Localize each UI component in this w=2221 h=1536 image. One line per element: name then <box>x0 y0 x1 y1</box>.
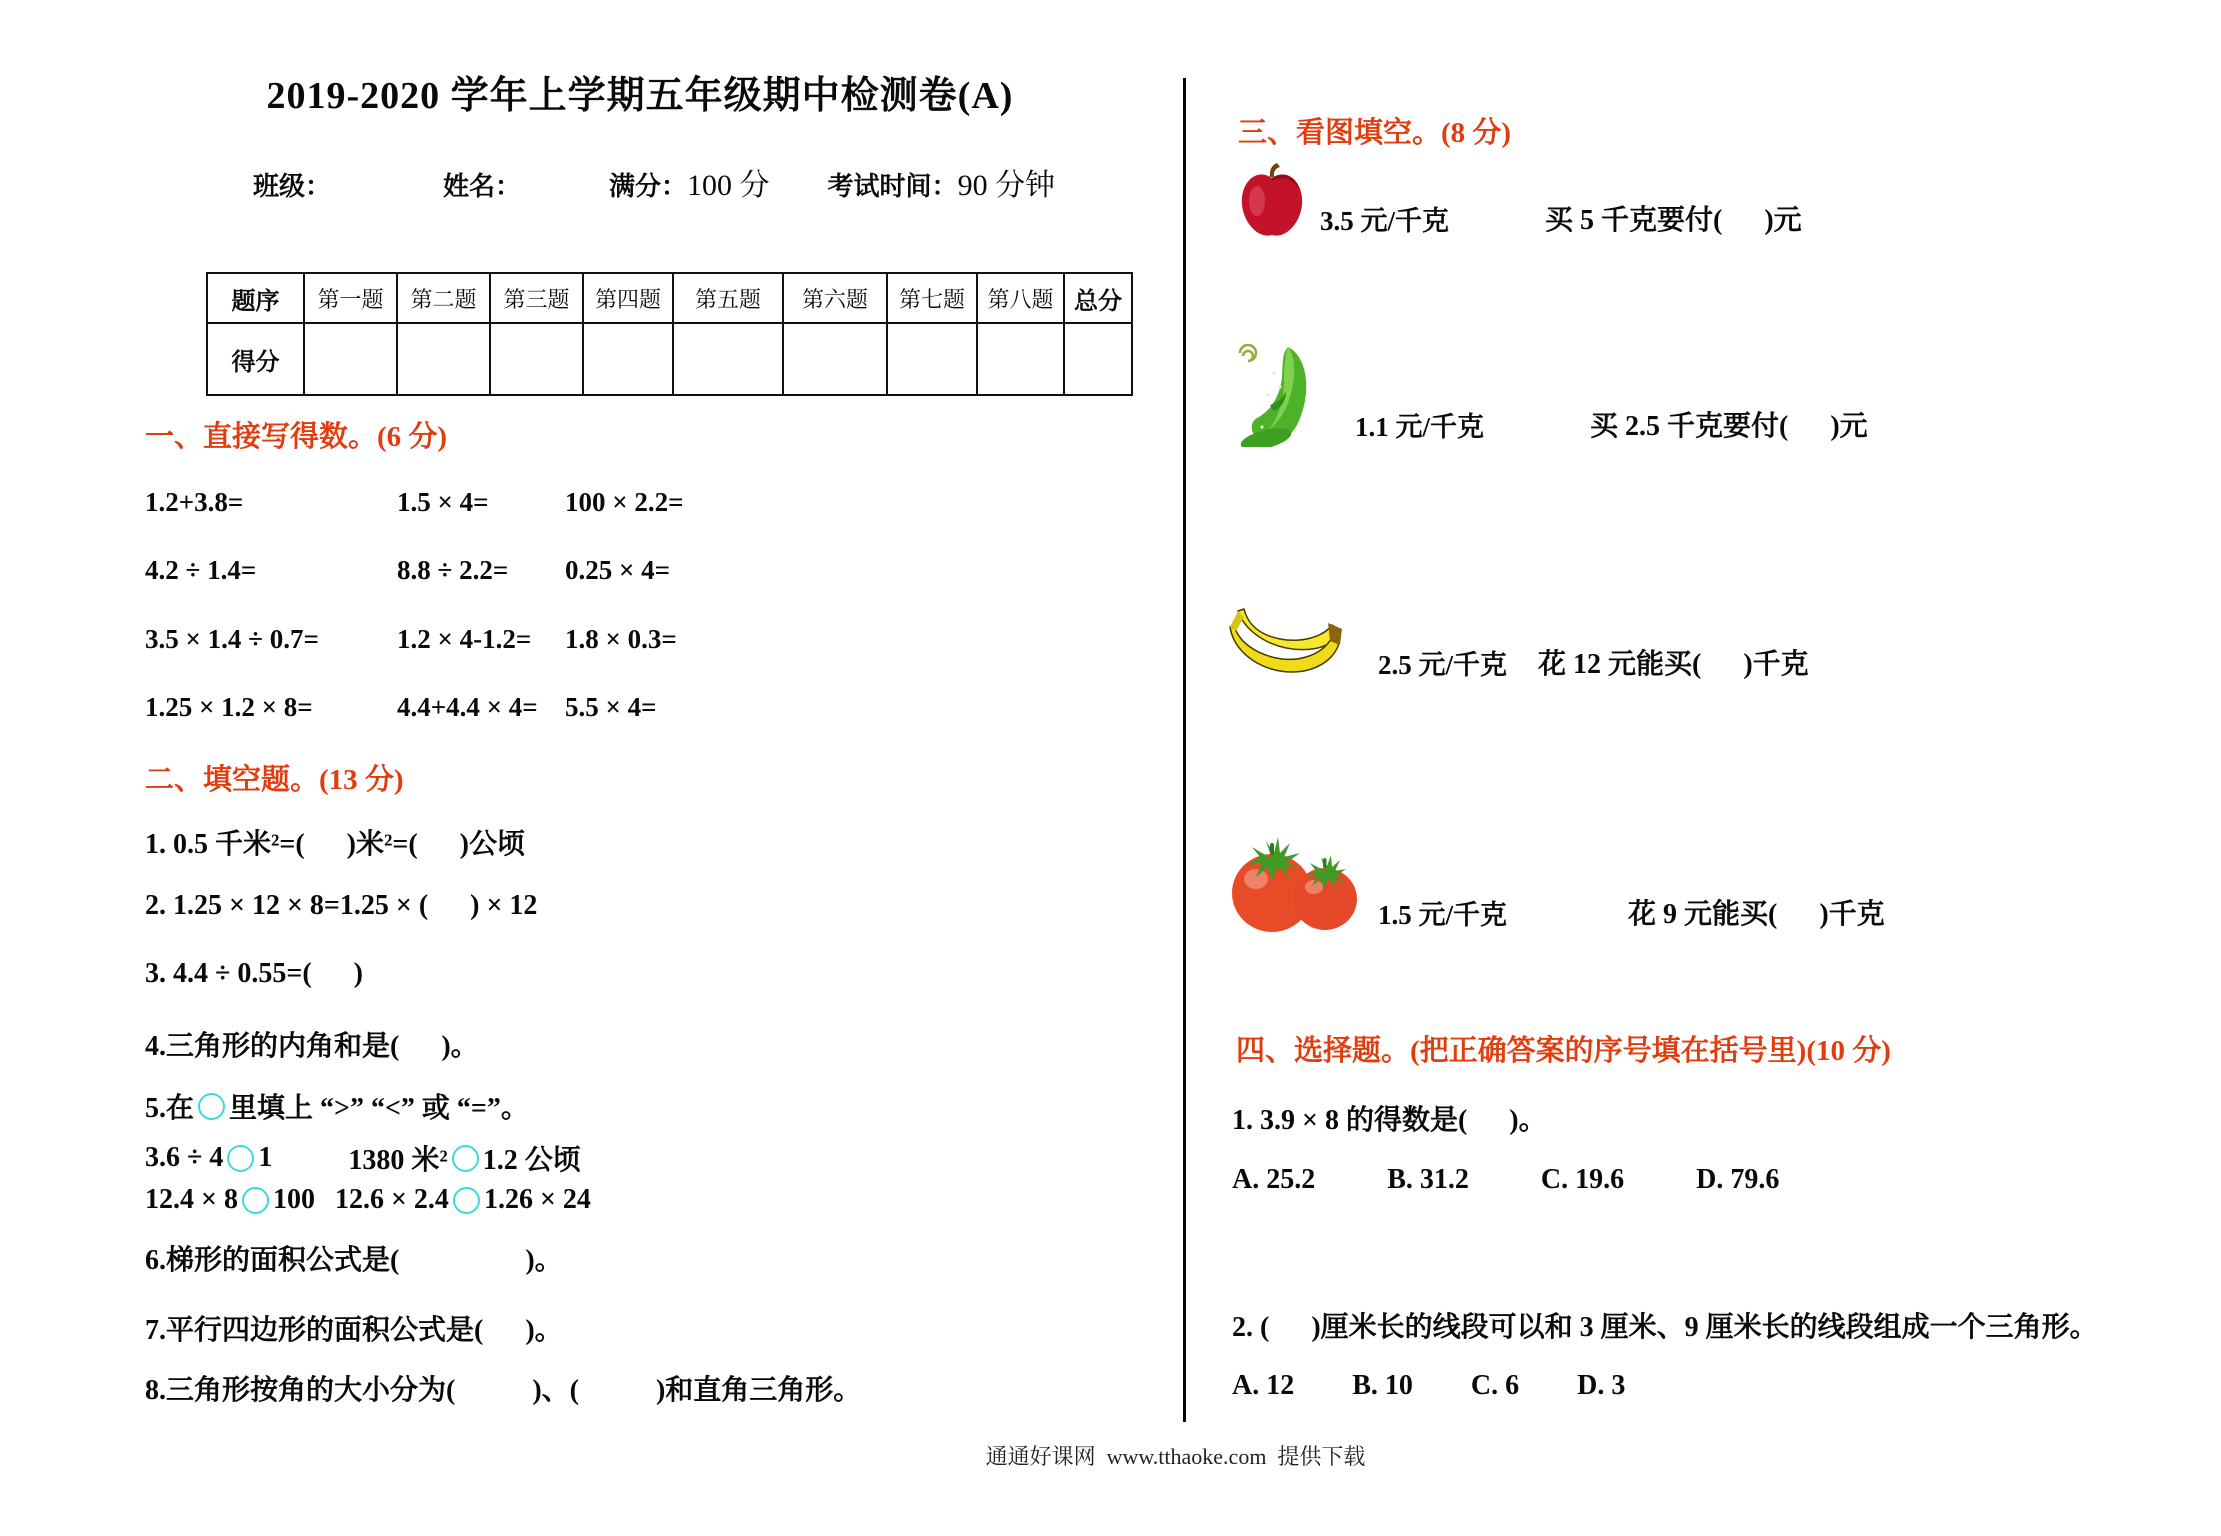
section4-heading: 四、选择题。(把正确答案的序号填在括号里)(10 分) <box>1236 1035 1891 1067</box>
section2-heading: 二、填空题。(13 分) <box>145 764 404 796</box>
comparison-expression: 1 <box>258 1142 273 1173</box>
price-text: 1.5 元/千克 <box>1378 900 1508 930</box>
exam-time-value: 90 分钟 <box>957 169 1056 202</box>
score-cell <box>887 323 977 395</box>
class-label: 班级： <box>253 172 332 201</box>
full-score-value: 100 分 <box>687 169 770 202</box>
calc-row <box>145 624 865 655</box>
price-text: 1.1 元/千克 <box>1355 412 1485 442</box>
question-text: 花 9 元能买( )千克 <box>1628 899 1885 930</box>
option-b: B. 10 <box>1352 1370 1413 1401</box>
option-a: A. 12 <box>1232 1370 1295 1401</box>
comparison-circle-icon <box>453 1187 480 1214</box>
option-c: C. 19.6 <box>1540 1164 1625 1195</box>
comparison-circle-icon <box>227 1145 254 1172</box>
price-text: 2.5 元/千克 <box>1378 650 1508 680</box>
comparison-circle-icon <box>242 1187 269 1214</box>
option-a: A. 25.2 <box>1232 1164 1316 1195</box>
fruit-row-banana <box>1222 600 2182 690</box>
fill-item-4: 4.三角形的内角和是( )。 <box>145 1031 479 1062</box>
comparison-line-1 <box>145 1138 581 1178</box>
score-table-header: 第五题 <box>673 273 783 323</box>
cucumber-image <box>1226 343 1338 452</box>
fill-item-3: 3. 4.4 ÷ 0.55=( ) <box>145 958 363 989</box>
score-table-header: 第一题 <box>304 273 397 323</box>
choice-question-2: 2. ( )厘米长的线段可以和 3 厘米、9 厘米长的线段组成一个三角形。 <box>1232 1312 2098 1343</box>
choice-question-1: 1. 3.9 × 8 的得数是( )。 <box>1232 1105 1547 1136</box>
score-table-header: 第八题 <box>977 273 1064 323</box>
question-text: 花 12 元能买( )千克 <box>1538 649 1809 680</box>
score-cell <box>673 323 783 395</box>
comparison-line-2 <box>145 1184 591 1216</box>
calc-cell: 100 × 2.2= <box>565 487 684 517</box>
fill-item-5-suffix: 里填上 “>” “<” 或 “=”。 <box>229 1093 529 1124</box>
score-row-label: 得分 <box>207 323 304 395</box>
comparison-expression: 1.2 公顷 <box>482 1145 581 1176</box>
full-score-label: 满分： <box>609 172 688 201</box>
section1-heading: 一、直接写得数。(6 分) <box>145 421 448 453</box>
score-table-corner: 题序 <box>207 273 304 323</box>
comparison-expression: 12.6 × 2.4 <box>334 1184 449 1215</box>
footer-text: 通通好课网 www.tthaoke.com 提供下载 <box>985 1444 1366 1469</box>
score-cell <box>490 323 583 395</box>
exam-time-label: 考试时间： <box>827 172 958 201</box>
tomato-image <box>1226 833 1360 940</box>
calc-row <box>145 487 865 518</box>
option-d: D. 79.6 <box>1696 1164 1780 1195</box>
question-text: 买 5 千克要付( )元 <box>1545 205 1802 236</box>
fruit-row-tomato <box>1222 838 2182 940</box>
comparison-expression: 1380 米² <box>348 1145 448 1176</box>
comparison-circle-icon <box>198 1093 225 1120</box>
calc-cell: 5.5 × 4= <box>565 692 657 722</box>
name-label: 姓名： <box>443 172 522 201</box>
fill-item-5-prefix: 5.在 <box>145 1093 195 1124</box>
calc-cell: 0.25 × 4= <box>565 555 671 585</box>
exam-info-line <box>253 160 1055 204</box>
banana-image <box>1222 597 1344 690</box>
column-divider <box>1183 78 1186 1422</box>
choice-question-2-options <box>1232 1370 1625 1402</box>
score-table-header-row <box>207 273 1132 323</box>
fill-item-8: 8.三角形按角的大小分为( )、( )和直角三角形。 <box>145 1375 862 1406</box>
score-table-header-total: 总分 <box>1064 273 1132 323</box>
choice-question-1-options <box>1232 1164 1779 1196</box>
score-cell <box>1064 323 1132 395</box>
fill-item-5 <box>145 1086 529 1126</box>
comparison-expression: 1.26 × 24 <box>483 1184 591 1215</box>
fill-item-7: 7.平行四边形的面积公式是( )。 <box>145 1315 563 1346</box>
score-table-header: 第六题 <box>783 273 887 323</box>
fruit-row-cucumber <box>1222 348 2182 452</box>
question-text: 买 2.5 千克要付( )元 <box>1590 411 1868 442</box>
score-table <box>206 272 1133 396</box>
fill-item-2: 2. 1.25 × 12 × 8=1.25 × ( ) × 12 <box>145 890 538 921</box>
fill-item-6: 6.梯形的面积公式是( )。 <box>145 1245 563 1276</box>
calc-cell: 4.4+4.4 × 4= <box>397 692 538 722</box>
calc-row <box>145 692 865 723</box>
calc-cell: 1.8 × 0.3= <box>565 624 677 654</box>
calc-cell: 1.2 × 4-1.2= <box>397 624 532 654</box>
fruit-row-apple <box>1222 164 2182 246</box>
calc-cell: 3.5 × 1.4 ÷ 0.7= <box>145 624 319 654</box>
score-table-header: 第四题 <box>583 273 673 323</box>
fill-item-1: 1. 0.5 千米²=( )米²=( )公顷 <box>145 829 525 860</box>
score-cell <box>783 323 887 395</box>
score-cell <box>583 323 673 395</box>
calc-cell: 4.2 ÷ 1.4= <box>145 555 257 585</box>
score-table-header: 第二题 <box>397 273 490 323</box>
calc-cell: 1.2+3.8= <box>145 487 244 517</box>
comparison-expression: 100 <box>272 1184 315 1215</box>
calc-cell: 1.5 × 4= <box>397 487 489 517</box>
option-c: C. 6 <box>1470 1370 1520 1401</box>
comparison-expression: 12.4 × 8 <box>145 1184 238 1215</box>
score-table-score-row <box>207 323 1132 395</box>
score-cell <box>977 323 1064 395</box>
score-table-header: 第七题 <box>887 273 977 323</box>
apple-image <box>1236 161 1308 246</box>
section3-heading: 三、看图填空。(8 分) <box>1238 117 1512 149</box>
comparison-circle-icon <box>452 1145 479 1172</box>
price-text: 3.5 元/千克 <box>1320 206 1450 236</box>
score-cell <box>397 323 490 395</box>
score-table-header: 第三题 <box>490 273 583 323</box>
score-cell <box>304 323 397 395</box>
option-d: D. 3 <box>1577 1370 1626 1401</box>
calc-cell: 8.8 ÷ 2.2= <box>397 555 509 585</box>
exam-title: 2019-2020 学年上学期五年级期中检测卷(A) <box>266 75 1014 117</box>
option-b: B. 31.2 <box>1387 1164 1469 1195</box>
calc-row <box>145 555 865 586</box>
calc-cell: 1.25 × 1.2 × 8= <box>145 692 313 722</box>
comparison-expression: 3.6 ÷ 4 <box>145 1142 224 1173</box>
